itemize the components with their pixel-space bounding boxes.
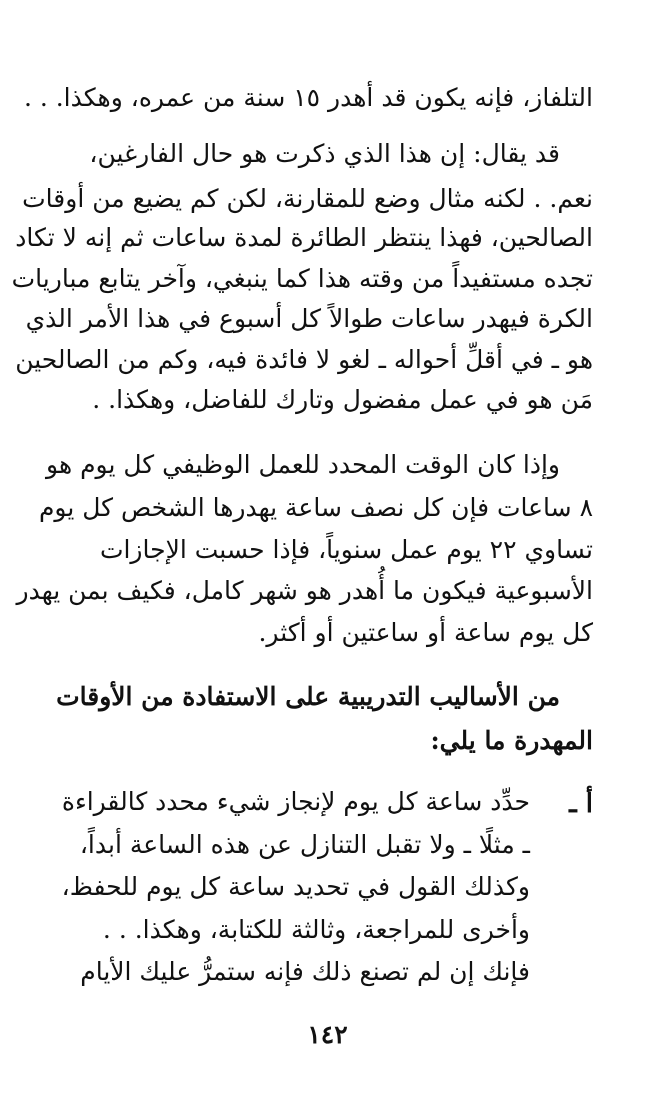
list-marker: أ ـ [569,789,593,819]
list-item-line: فإنك إن لم تصنع ذلك فإنه ستمرُّ عليك الأيام [80,957,530,986]
list-item-line: حدِّد ساعة كل يوم لإنجاز شيء محدد كالقراءة [61,787,530,816]
text-line: كل يوم ساعة أو ساعتين أو أكثر. [258,618,593,647]
list-item-line: وكذلك القول في تحديد ساعة كل يوم للحفظ، [61,872,530,901]
list-item-line: وأخرى للمراجعة، وثالثة للكتابة، وهكذا. . . [102,915,530,944]
text-line: مَن هو في عمل مفضول وتارك للفاضل، وهكذا. . [92,385,593,414]
text-line: ٨ ساعات فإن كل نصف ساعة يهدرها الشخص كل يوم [38,493,593,522]
text-line: التلفاز، فإنه يكون قد أهدر ١٥ سنة من عمره، وهكذا. . . [23,83,593,112]
text-line: الصالحين، فهذا ينتظر الطائرة لمدة ساعات ثم إنه لا تكاد [15,223,593,252]
list-item-line: ـ مثلًا ـ ولا تقبل التنازل عن هذه الساعة أبداً، [79,830,530,859]
text-line: وإذا كان الوقت المحدد للعمل الوظيفي كل يوم هو [46,450,560,479]
text-line: قد يقال: إن هذا الذي ذكرت هو حال الفارغين، [89,139,560,168]
text-line: الأسبوعية فيكون ما أُهدر هو شهر كامل، فكيف بمن يهدر [16,576,593,605]
section-heading: من الأساليب التدريبية على الاستفادة من الأوقات [56,682,560,711]
text-line: تساوي ٢٢ يوم عمل سنوياً، فإذا حسبت الإجازات [99,535,593,564]
text-line: نعم. . لكنه مثال وضع للمقارنة، لكن كم يضيع من أوقات [22,184,593,213]
text-line: الكرة فيهدر ساعات طوالاً كل أسبوع في هذا الأمر الذي [25,304,593,333]
section-heading: المهدرة ما يلي: [430,726,593,755]
text-line: تجده مستفيداً من وقته هذا كما ينبغي، وآخر يتابع مباريات [11,264,593,293]
page-number: ١٤٢ [307,1020,348,1049]
text-line: هو ـ في أقلِّ أحواله ـ لغو لا فائدة فيه، وكم من الصالحين [15,345,593,374]
